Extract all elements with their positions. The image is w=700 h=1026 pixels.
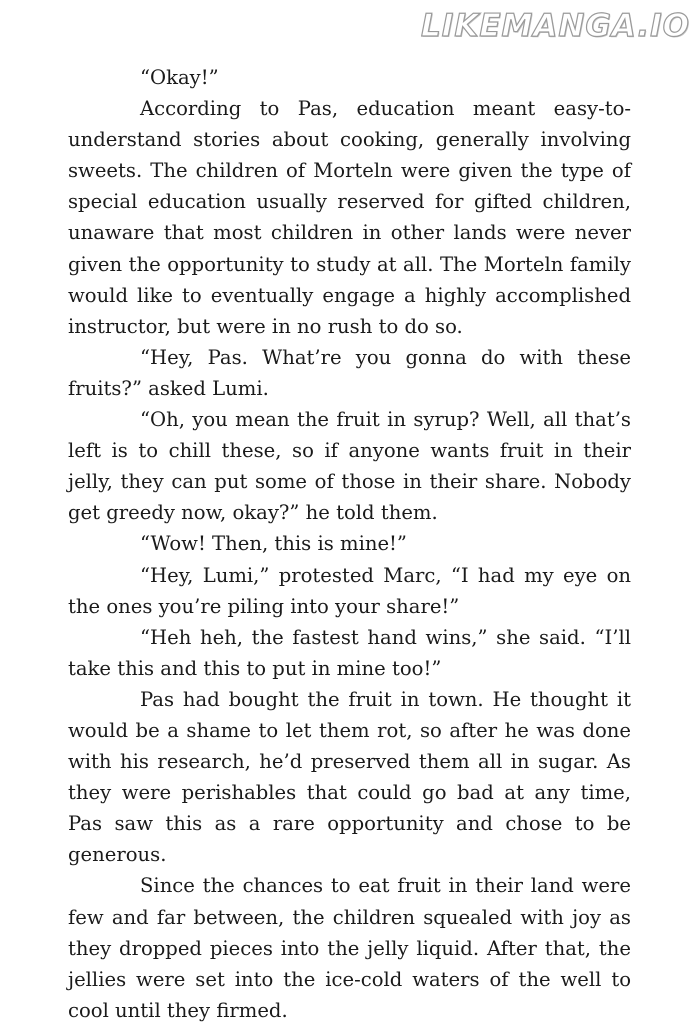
paragraph: “Oh, you mean the fruit in syrup? Well, all that’s left is to chill these, so if anyone wants fruit in their jelly, they can put some of those in their share. Nobody get greedy now, okay?” he told them. bbox=[68, 408, 631, 525]
paragraph: “Okay!” bbox=[140, 66, 219, 89]
page-body bbox=[68, 62, 631, 1026]
paragraph: “Hey, Lumi,” protested Marc, “I had my eye on the ones you’re piling into your share!” bbox=[68, 563, 631, 618]
site-watermark: LIKEMANGA.IO bbox=[421, 8, 690, 44]
paragraph: “Heh heh, the fastest hand wins,” she said. “I’ll take this and this to put in mine too!” bbox=[68, 625, 631, 680]
paragraph: Since the chances to eat fruit in their land were few and far between, the children squealed with joy as they dropped pieces into the jelly liquid. After that, the jellies were set into the ice-cold waters of the well to cool until they firmed. bbox=[68, 874, 631, 1022]
paragraph: “Wow! Then, this is mine!” bbox=[140, 532, 407, 556]
paragraph: “Hey, Pas. What’re you gonna do with these fruits?” asked Lumi. bbox=[68, 345, 631, 400]
paragraph: According to Pas, education meant easy-to-understand stories about cooking, generally involving sweets. The children of Morteln were given the type of special education usually reserved for gifted children, unaware that most children in other lands were never given the opportunity to study at all. The Morteln family would like to eventually engage a highly accomplished instructor, but were in no rush to do so. bbox=[68, 97, 631, 338]
paragraph: Pas had bought the fruit in town. He thought it would be a shame to let them rot, so after he was done with his research, he’d preserved them all in sugar. As they were perishables that could go bad at any time, Pas saw this as a rare opportunity and chose to be generous. bbox=[68, 687, 631, 867]
